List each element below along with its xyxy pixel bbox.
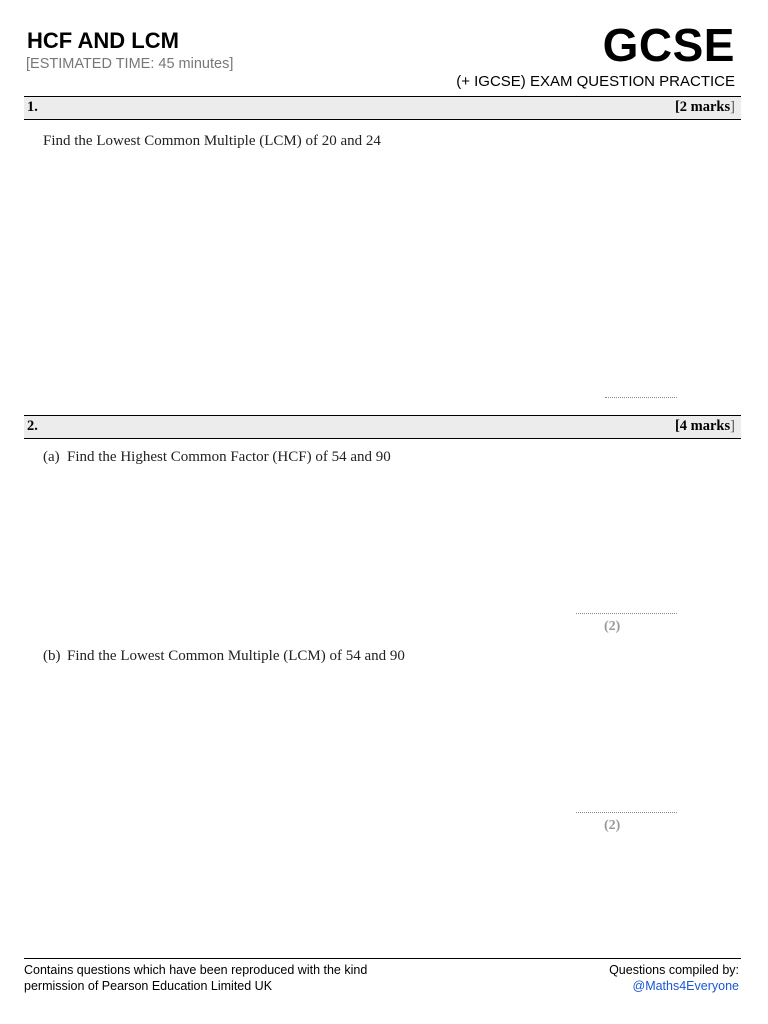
part-a-letter: (a) [43, 449, 60, 465]
footer-permission [24, 963, 367, 994]
marks-bracket: ] [730, 99, 735, 115]
part-a-text: Find the Highest Common Factor (HCF) of 54 and 90 [67, 449, 391, 465]
marks-bracket: ] [730, 418, 735, 434]
marks-value: [4 marks [674, 418, 731, 434]
worksheet-title: HCF AND LCM [27, 28, 179, 53]
estimated-time: [ESTIMATED TIME: 45 minutes] [26, 56, 234, 72]
part-b-mark: (2) [604, 818, 621, 833]
brand-subtitle: (+ IGCSE) EXAM QUESTION PRACTICE [456, 73, 735, 90]
footer-divider [24, 958, 741, 959]
marks-value: [2 marks [674, 99, 731, 115]
question-marks [675, 99, 735, 116]
part-b-text: Find the Lowest Common Multiple (LCM) of 54 and 90 [67, 648, 405, 664]
permission-line-1: Contains questions which have been reproduced with the kind [24, 963, 368, 977]
brand-heading: GCSE [602, 19, 735, 71]
question-1-header [24, 96, 741, 120]
answer-line [576, 613, 677, 614]
footer-credit [609, 963, 739, 994]
author-handle-link[interactable]: @Maths4Everyone [632, 978, 739, 993]
part-b-letter: (b) [43, 648, 61, 664]
question-number: 1. [27, 99, 38, 115]
question-2-header [24, 415, 741, 439]
answer-line [576, 812, 677, 813]
question-marks [675, 418, 735, 435]
question-1-text: Find the Lowest Common Multiple (LCM) of 20 and 24 [43, 133, 381, 149]
permission-line-2: permission of Pearson Education Limited UK [24, 978, 273, 993]
answer-line [605, 397, 677, 398]
compiled-by-label: Questions compiled by: [609, 963, 739, 977]
part-a-mark: (2) [604, 619, 621, 634]
question-number: 2. [27, 418, 38, 434]
